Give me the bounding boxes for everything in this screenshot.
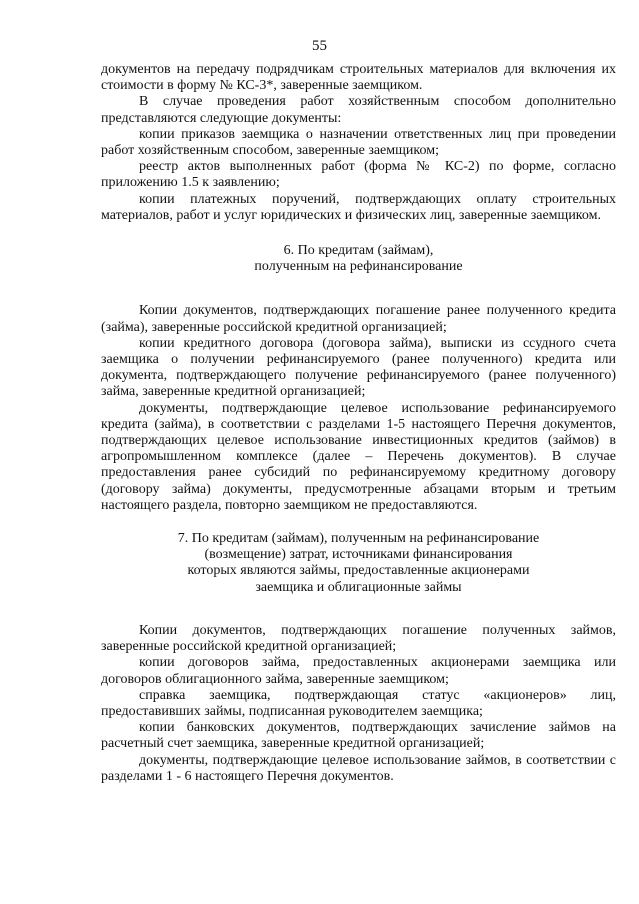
intro-paragraph-1: документов на передачу подрядчикам строительных материалов для включения их стоимости в форму № КС-3*, заверенные заемщиком. [101,62,616,94]
intro-paragraph-4: реестр актов выполненных работ (форма № КС-2) по форме, согласно приложению 1.5 к заявлению; [101,159,616,191]
section-7-paragraph-4: копии банковских документов, подтверждающих зачисление займов на расчетный счет заемщика, заверенные кредитной организацией; [101,720,616,752]
section-6-title-line-2: полученным на рефинансирование [254,259,463,275]
section-6-paragraph-1: Копии документов, подтверждающих погашение ранее полученного кредита (займа), заверенные российской кредитной организацией; [101,303,616,335]
intro-paragraph-2: В случае проведения работ хозяйственным способом дополнительно представляются следующие документы: [101,94,616,126]
section-6-title-line-1: 6. По кредитам (займам), [283,243,434,259]
section-7-paragraph-2: копии договоров займа, предоставленных акционерами заемщика или договоров облигационного займа, заверенные заемщиком; [101,655,616,687]
section-7-title-line-1: 7. По кредитам (займам), полученным на рефинансирование [177,531,540,547]
section-7-paragraph-5: документы, подтверждающие целевое использование займов, в соответствии с разделами 1 - 6 настоящего Перечня документов. [101,752,616,784]
page-content [101,62,616,785]
section-7-heading [101,531,616,596]
intro-paragraph-5: копии платежных поручений, подтверждающих оплату строительных материалов, работ и услуг юридических и физических лиц, заверенные заемщиком. [101,191,616,223]
section-6-heading [101,243,616,275]
section-6-paragraph-3: документы, подтверждающие целевое использование рефинансируемого кредита (займа), в соответствии с разделами 1-5 настоящего Перечня документов, подтверждающих целевое использование инвестиционных кредитов (займов) в агропромышленном комплексе (далее – Перечень документов). В случае предоставления ранее субсидий по рефинансируемому кредитному договору (договору займа) документы, предусмотренные абзацами вторым и третьим настоящего раздела, повторно заемщиком не предоставляются. [101,400,616,513]
section-7-title-line-4: заемщика и облигационные займы [255,579,462,595]
section-6-paragraph-2: копии кредитного договора (договора займа), выписки из ссудного счета заемщика о получении рефинансируемого (ранее полученного) кредита или документа, подтверждающего получение рефинансируемого (ранее полученного) займа, заверенные кредитной организацией; [101,335,616,400]
intro-paragraph-3: копии приказов заемщика о назначении ответственных лиц при проведении работ хозяйственным способом, заверенные заемщиком; [101,126,616,159]
section-7-paragraph-3: справка заемщика, подтверждающая статус «акционеров» лиц, предоставивших займы, подписанная руководителем заемщика; [101,687,616,719]
section-7-title-line-3: которых являются займы, предоставленные акционерами [187,563,530,579]
section-7-title-line-2: (возмещение) затрат, источниками финансирования [204,547,513,563]
page-number: 55 [312,38,327,54]
section-7-paragraph-1: Копии документов, подтверждающих погашение полученных займов, заверенные российской кредитной организацией; [101,622,616,655]
